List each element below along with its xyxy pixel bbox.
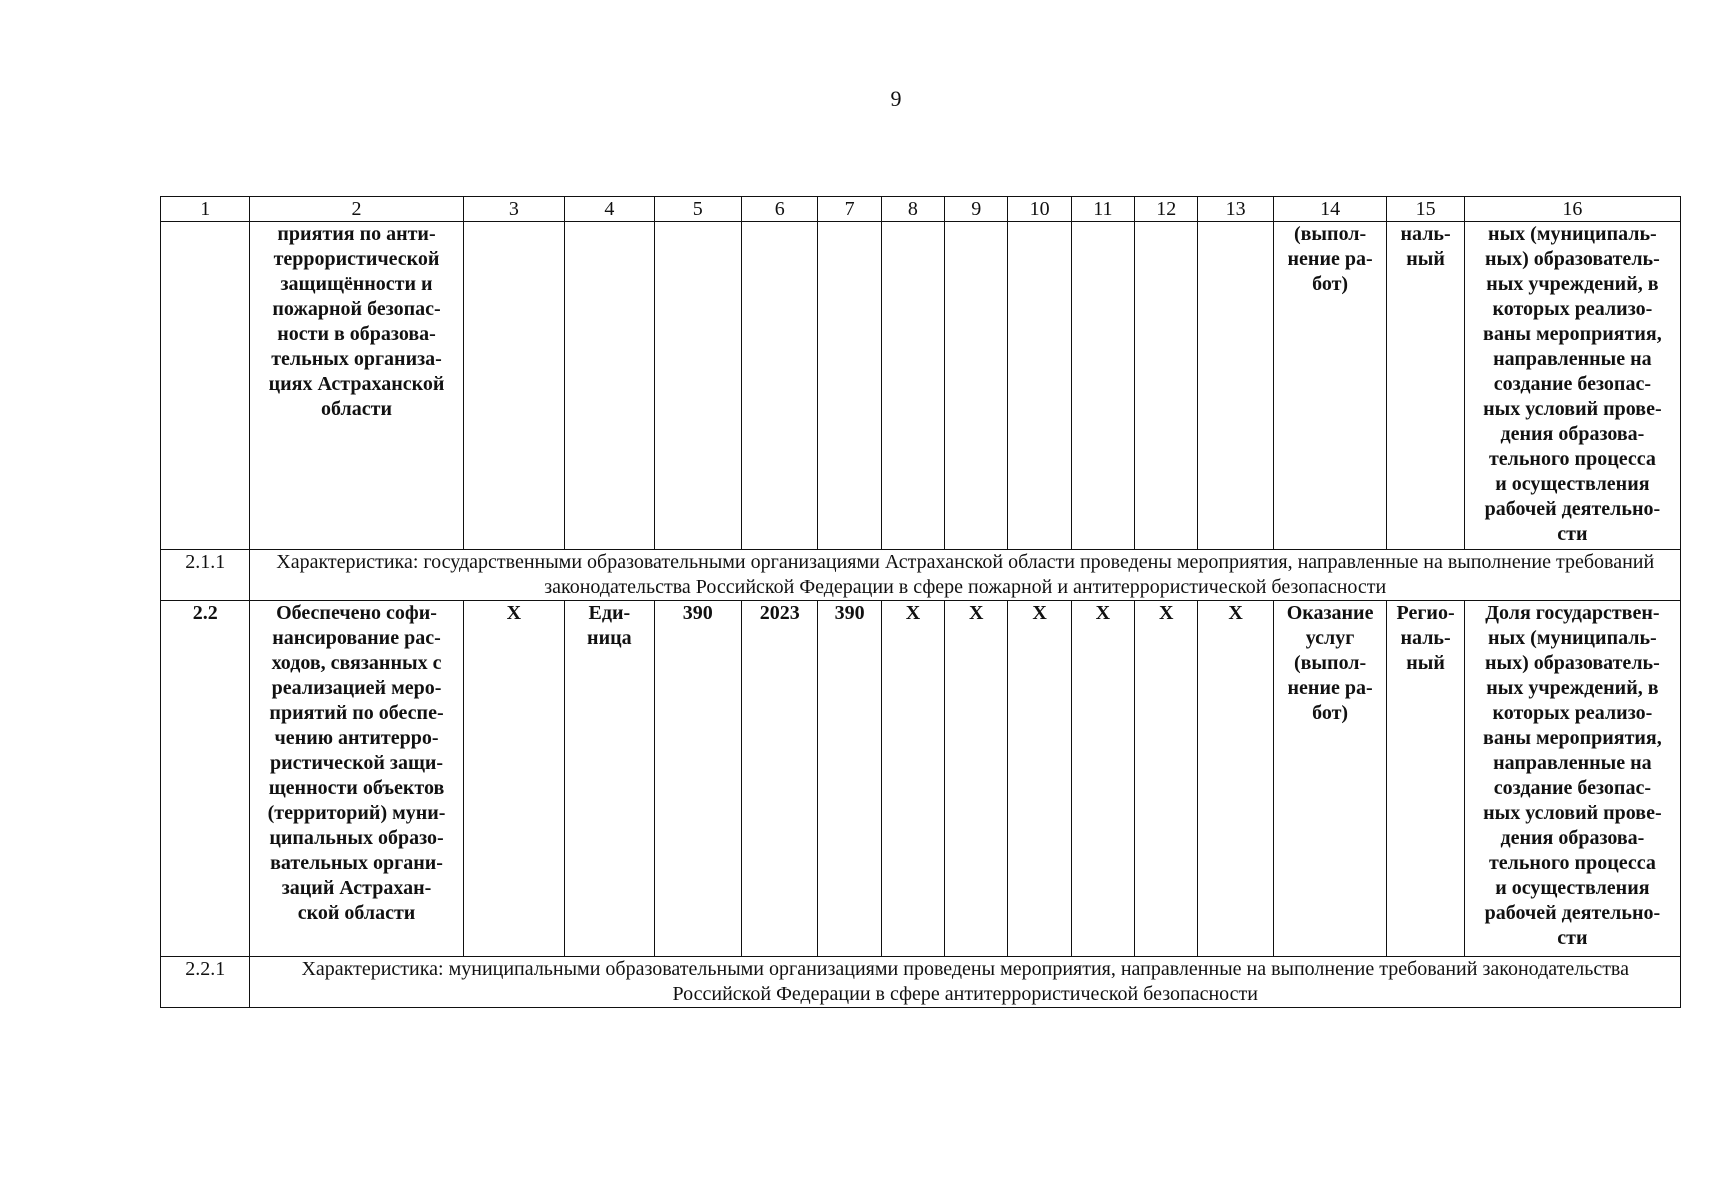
cell-indicator: ных (муниципаль- ных) образователь- ных учреждений, в которых реализо- ваны мероприятия, направленные на создание безопас- ных условий прове- дения образова- тельного процесса и осуществления рабочей деятельно- сти [1464, 222, 1680, 550]
column-header: 3 [463, 197, 565, 222]
cell-number [161, 222, 250, 550]
cell-level: Регио- наль- ный [1387, 601, 1464, 957]
column-header: 5 [654, 197, 741, 222]
cell-empty [654, 222, 741, 550]
column-header: 12 [1135, 197, 1198, 222]
column-header: 15 [1387, 197, 1464, 222]
cell-empty [742, 222, 818, 550]
cell-value: X [1071, 601, 1134, 957]
cell-number: 2.2.1 [161, 957, 250, 1008]
cell-empty [818, 222, 881, 550]
cell-number: 2.2 [161, 601, 250, 957]
column-header: 16 [1464, 197, 1680, 222]
column-header: 13 [1198, 197, 1273, 222]
cell-empty [1008, 222, 1071, 550]
column-header: 9 [945, 197, 1008, 222]
cell-empty [881, 222, 944, 550]
cell-type: (выпол- нение ра- бот) [1273, 222, 1387, 550]
measures-table [160, 196, 1681, 1008]
cell-measure-name: приятия по анти- террористической защищённости и пожарной безопас- ности в образова- тельных организа- циях Астраханской области [250, 222, 463, 550]
table-row-2-1-1 [161, 550, 1681, 601]
column-header: 2 [250, 197, 463, 222]
characteristic-text: Характеристика: государственными образовательными организациями Астраханской области проведены мероприятия, направленные на выполнение требований законодательства Российской Федерации в сфере пожарной и антитеррористической безопасности [250, 550, 1681, 601]
cell-empty [1071, 222, 1134, 550]
cell-number: 2.1.1 [161, 550, 250, 601]
cell-empty [463, 222, 565, 550]
cell-value: X [881, 601, 944, 957]
column-header: 10 [1008, 197, 1071, 222]
page-number: 9 [890, 86, 902, 111]
header-row [161, 197, 1681, 222]
column-header: 6 [742, 197, 818, 222]
table-row-2-2 [161, 601, 1681, 957]
cell-value: 390 [654, 601, 741, 957]
cell-value: X [1135, 601, 1198, 957]
characteristic-text: Характеристика: муниципальными образовательными организациями проведены мероприятия, направленные на выполнение требований законодательства Российской Федерации в сфере антитеррористической безопасности [250, 957, 1681, 1008]
cell-empty [1198, 222, 1273, 550]
table-row-2-2-1 [161, 957, 1681, 1008]
cell-value: X [1198, 601, 1273, 957]
cell-year: 2023 [742, 601, 818, 957]
cell-value: 390 [818, 601, 881, 957]
column-header: 1 [161, 197, 250, 222]
column-header: 14 [1273, 197, 1387, 222]
cell-empty [1135, 222, 1198, 550]
column-header: 4 [565, 197, 654, 222]
cell-indicator: Доля государствен- ных (муниципаль- ных) образователь- ных учреждений, в которых реализо- ваны мероприятия, направленные на создание безопас- ных условий прове- дения образова- тельного процесса и осуществления рабочей деятельно- сти [1464, 601, 1680, 957]
column-header: 8 [881, 197, 944, 222]
cell-empty [565, 222, 654, 550]
cell-value: X [945, 601, 1008, 957]
cell-empty [945, 222, 1008, 550]
cell-measure-name: Обеспечено софи- нансирование рас- ходов, связанных с реализацией меро- приятий по обеспе- чению антитерро- ристической защи- щенности объектов (территорий) муни- ципальных образо- вательных органи- заций Астрахан- ской области [250, 601, 463, 957]
column-header: 11 [1071, 197, 1134, 222]
cell-value: X [463, 601, 565, 957]
cell-unit: Еди- ница [565, 601, 654, 957]
cell-value: X [1008, 601, 1071, 957]
table-row-continued [161, 222, 1681, 550]
cell-level: наль- ный [1387, 222, 1464, 550]
column-header: 7 [818, 197, 881, 222]
cell-type: Оказание услуг (выпол- нение ра- бот) [1273, 601, 1387, 957]
